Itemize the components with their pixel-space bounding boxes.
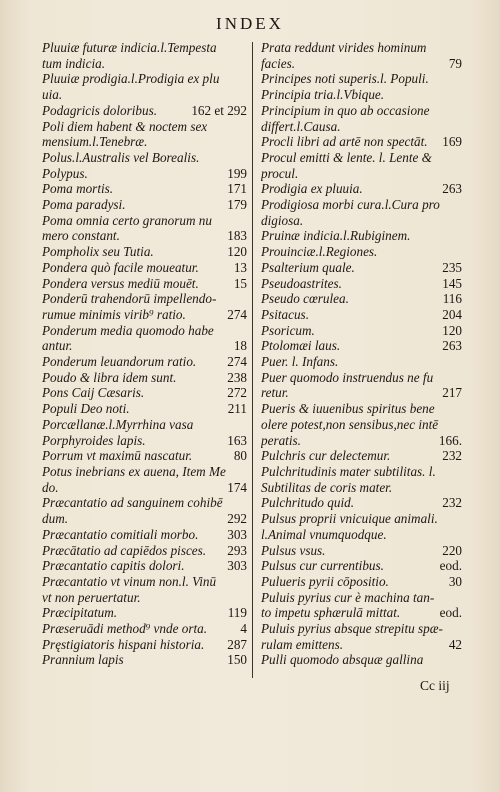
entry-text: Pompholix seu Tutia.	[42, 244, 154, 260]
right-column	[261, 40, 462, 668]
entry-page-ref	[458, 480, 462, 496]
entry-text: Poma paradysi.	[42, 197, 126, 213]
entry-last-line	[42, 87, 247, 103]
entry-page-ref	[458, 354, 462, 370]
entry-text: Potus inebrians ex auena, Item Me	[42, 463, 226, 479]
entry-text: Polypus.	[42, 165, 88, 181]
entry-text: Ponderum leuandorum ratio.	[42, 354, 197, 370]
entry-text: l.Animal vnumquodque.	[261, 526, 387, 542]
index-entry	[42, 558, 247, 574]
entry-text: olere potest,non sensibus,nec intē	[261, 416, 439, 432]
entry-text: peratis.	[261, 432, 301, 448]
entry-text: Pluuiæ prodigia.l.Prodigia ex plu	[42, 71, 220, 87]
index-entry	[261, 276, 462, 292]
entry-page-ref: 235	[442, 259, 462, 275]
entry-text: Prodigiosa morbi cura.l.Cura pro	[261, 197, 440, 213]
entry-text: Psitacus.	[261, 306, 309, 322]
index-entry	[261, 558, 462, 574]
entry-page-ref: 150	[227, 652, 247, 668]
entry-text: uia.	[42, 87, 63, 103]
index-entry	[42, 71, 247, 102]
entry-text: Pulsus cur currentibus.	[261, 558, 384, 574]
entry-page-ref: 120	[442, 322, 462, 338]
entry-text: Pulchritudinis mater subtilitas. l.	[261, 463, 436, 479]
entry-page-ref: 292	[227, 511, 247, 527]
entry-page-ref: 79	[448, 55, 462, 71]
entry-page-ref	[243, 150, 247, 166]
index-entry	[42, 370, 247, 386]
index-entry	[42, 652, 247, 668]
entry-text: Porcællanæ.l.Myrrhina vasa	[42, 416, 194, 432]
entry-page-ref: 174	[227, 479, 247, 495]
index-entry	[261, 354, 462, 370]
entry-page-ref: 303	[227, 558, 247, 574]
entry-text: Poma mortis.	[42, 181, 114, 197]
entry-page-ref: 287	[227, 636, 247, 652]
entry-page-ref: 263	[442, 181, 462, 197]
entry-page-ref: 272	[227, 385, 247, 401]
entry-text: Puer. l. Infans.	[261, 354, 339, 370]
index-entry	[261, 244, 462, 260]
entry-text: Pseudoastrites.	[261, 275, 342, 291]
index-entry	[42, 244, 247, 260]
entry-text: Principes noti superis.l. Populi.	[261, 71, 429, 87]
entry-text: Podagricis doloribus.	[42, 102, 158, 118]
index-entry	[42, 181, 247, 197]
index-entry	[261, 590, 462, 621]
index-entry	[261, 197, 462, 228]
entry-page-ref	[458, 244, 462, 260]
entry-text: Subtilitas de coris mater.	[261, 479, 393, 495]
index-entry	[42, 448, 247, 464]
entry-text: antur.	[42, 338, 73, 354]
entry-page-ref: eod.	[439, 605, 462, 621]
index-entry	[261, 401, 462, 448]
entry-page-ref: 171	[227, 181, 247, 197]
entry-text: Psalterium quale.	[261, 259, 355, 275]
entry-text: Pulli quomodo absquæ gallina	[261, 652, 424, 668]
entry-page-ref: 232	[442, 448, 462, 464]
entry-text: vt non peruertatur.	[42, 589, 141, 605]
index-entry	[261, 495, 462, 511]
index-entry	[261, 260, 462, 276]
index-entry	[261, 511, 462, 542]
entry-page-ref	[243, 590, 247, 606]
entry-page-ref: 238	[227, 369, 247, 385]
entry-text: rumue minimis virib⁹ ratio.	[42, 306, 186, 322]
entry-text: Poli diem habent & noctem sex	[42, 118, 208, 134]
entry-text: Pruinæ indicia.l.Rubiginem.	[261, 228, 411, 244]
entry-last-line	[261, 213, 462, 229]
entry-text: to impetu sphærulā mittat.	[261, 605, 401, 621]
entry-text: Ptolomæi laus.	[261, 338, 341, 354]
entry-last-line	[42, 134, 247, 150]
index-entry	[42, 621, 247, 637]
entry-page-ref	[458, 213, 462, 229]
entry-page-ref	[458, 527, 462, 543]
entry-text: Pondera versus mediū mouēt.	[42, 275, 199, 291]
index-entry	[42, 103, 247, 119]
entry-text: Poma omnia certo granorum nu	[42, 212, 212, 228]
entry-page-ref	[458, 652, 462, 668]
index-entry	[42, 433, 247, 449]
entry-last-line	[42, 590, 247, 606]
entry-text: Pluuiæ futuræ indicia.l.Tempesta	[42, 40, 217, 55]
entry-page-ref: 274	[227, 306, 247, 322]
entry-text: Ponderum media quomodo habe	[42, 322, 214, 338]
index-entry	[261, 150, 462, 181]
entry-text: Prodigia ex pluuia.	[261, 181, 363, 197]
index-entry	[42, 401, 247, 417]
index-entry	[261, 291, 462, 307]
index-entry	[261, 323, 462, 339]
index-entry	[42, 527, 247, 543]
entry-text: Psoricum.	[261, 322, 315, 338]
entry-text: mero constant.	[42, 228, 120, 244]
entry-page-ref	[458, 166, 462, 182]
index-entry	[42, 150, 247, 166]
entry-page-ref: 116	[442, 291, 462, 307]
entry-text: retur.	[261, 385, 289, 401]
entry-text: tum indicia.	[42, 55, 106, 71]
index-entry	[42, 260, 247, 276]
entry-page-ref: 263	[442, 338, 462, 354]
entry-page-ref	[243, 56, 247, 72]
index-entry	[261, 652, 462, 668]
entry-text: Pulchritudo quid.	[261, 495, 355, 511]
index-entry	[42, 323, 247, 354]
entry-page-ref: 303	[227, 526, 247, 542]
entry-page-ref: 30	[448, 573, 462, 589]
entry-text: Principia tria.l.Vbique.	[261, 87, 385, 103]
index-entry	[42, 574, 247, 605]
entry-text: dum.	[42, 511, 69, 527]
entry-last-line	[261, 527, 462, 543]
index-entry	[42, 40, 247, 71]
index-entry	[261, 448, 462, 464]
entry-last-line	[261, 56, 462, 72]
entry-page-ref: 13	[233, 259, 247, 275]
entry-text: digiosa.	[261, 212, 304, 228]
entry-last-line	[42, 338, 247, 354]
entry-text: Præcātatio ad capiēdos pisces.	[42, 542, 207, 558]
entry-text: Populi Deo noti.	[42, 401, 130, 417]
entry-page-ref: 183	[227, 228, 247, 244]
entry-last-line	[42, 480, 247, 496]
entry-text: Pulchris cur delectemur.	[261, 448, 391, 464]
entry-page-ref	[243, 87, 247, 103]
entry-page-ref: 179	[227, 197, 247, 213]
entry-text: Ponderū trahendorū impellendo-	[42, 291, 217, 307]
index-entry	[42, 385, 247, 401]
index-entry	[42, 119, 247, 150]
entry-last-line	[261, 637, 462, 653]
entry-text: Poudo & libra idem sunt.	[42, 369, 177, 385]
index-entry	[42, 213, 247, 244]
entry-page-ref: 120	[227, 244, 247, 260]
column-rule	[252, 42, 253, 678]
entry-last-line	[42, 511, 247, 527]
index-entry	[261, 307, 462, 323]
entry-text: Pons Caij Cæsaris.	[42, 385, 145, 401]
entry-text: Pseudo cœrulea.	[261, 291, 349, 307]
entry-text: differt.l.Causa.	[261, 118, 341, 134]
entry-page-ref: 145	[442, 275, 462, 291]
entry-text: Porphyroides lapis.	[42, 432, 146, 448]
entry-text: Præcantatio ad sanguinem cohibē	[42, 495, 223, 511]
index-entry	[261, 543, 462, 559]
index-entry	[261, 134, 462, 150]
entry-text: Pondera quò facile moueatur.	[42, 259, 199, 275]
entry-text: rulam emittens.	[261, 636, 344, 652]
index-entry	[42, 605, 247, 621]
left-column	[42, 40, 247, 668]
entry-text: Pręstigiatoris hispani historia.	[42, 636, 205, 652]
entry-last-line	[42, 228, 247, 244]
index-entry	[261, 40, 462, 71]
index-entry	[261, 87, 462, 103]
entry-page-ref	[458, 87, 462, 103]
index-entry	[261, 464, 462, 495]
entry-page-ref: 162 et 292	[191, 102, 247, 118]
index-entry	[261, 370, 462, 401]
index-entry	[261, 621, 462, 652]
entry-page-ref: 42	[448, 636, 462, 652]
entry-page-ref: 163	[227, 432, 247, 448]
entry-text: Pulueris pyrii cōpositio.	[261, 573, 389, 589]
entry-last-line	[261, 385, 462, 401]
entry-text: Præcipitatum.	[42, 605, 118, 621]
index-entry	[261, 228, 462, 244]
entry-page-ref: 293	[227, 542, 247, 558]
entry-page-ref	[243, 134, 247, 150]
entry-text: do.	[42, 479, 59, 495]
entry-page-ref: 204	[442, 306, 462, 322]
entry-page-ref: 119	[227, 605, 247, 621]
entry-page-ref	[243, 417, 247, 433]
entry-last-line	[261, 605, 462, 621]
entry-page-ref: 15	[233, 275, 247, 291]
entry-text: Puluis pyrius cur è machina tan-	[261, 589, 435, 605]
index-entry	[42, 166, 247, 182]
entry-last-line	[261, 480, 462, 496]
entry-text: mensium.l.Tenebræ.	[42, 134, 148, 150]
index-entry	[42, 197, 247, 213]
index-entry	[261, 103, 462, 134]
index-entry	[42, 543, 247, 559]
entry-text: Pueris & iuuenibus spiritus bene	[261, 401, 435, 417]
index-entry	[261, 338, 462, 354]
entry-text: Pulsus vsus.	[261, 542, 326, 558]
entry-text: Porrum vt maximū nascatur.	[42, 448, 193, 464]
entry-text: procul.	[261, 165, 299, 181]
entry-text: Procul emitti & lente. l. Lente &	[261, 149, 432, 165]
entry-text: Prouinciæ.l.Regiones.	[261, 244, 378, 260]
entry-page-ref: 211	[227, 401, 247, 417]
entry-page-ref: 169	[442, 134, 462, 150]
entry-page-ref: 80	[233, 448, 247, 464]
index-entry	[42, 495, 247, 526]
entry-page-ref: 166.	[438, 432, 462, 448]
entry-last-line	[261, 433, 462, 449]
entry-page-ref: 220	[442, 542, 462, 558]
index-entry	[42, 417, 247, 433]
index-entry	[42, 276, 247, 292]
entry-last-line	[42, 56, 247, 72]
entry-text: Polus.l.Australis vel Borealis.	[42, 149, 200, 165]
entry-page-ref: 217	[442, 385, 462, 401]
entry-text: Præcantatio comitiali morbo.	[42, 526, 199, 542]
entry-text: Pulsus proprii vnicuique animali.	[261, 511, 438, 527]
entry-page-ref	[458, 119, 462, 135]
entry-text: Prata reddunt virides hominum	[261, 40, 427, 55]
index-entry	[261, 71, 462, 87]
entry-page-ref	[458, 228, 462, 244]
entry-text: Principium in quo ab occasione	[261, 102, 430, 118]
page-header: INDEX	[216, 14, 284, 33]
entry-text: Puer quomodo instruendus ne fu	[261, 369, 434, 385]
entry-last-line	[42, 307, 247, 323]
entry-text: Procli libri ad artē non spectāt.	[261, 134, 428, 150]
entry-page-ref: 4	[240, 621, 247, 637]
entry-text: facies.	[261, 55, 296, 71]
entry-last-line	[261, 119, 462, 135]
entry-page-ref	[458, 71, 462, 87]
index-entry	[42, 464, 247, 495]
entry-page-ref: 232	[442, 495, 462, 511]
index-entry	[261, 574, 462, 590]
entry-text: Prannium lapis	[42, 652, 124, 668]
entry-last-line	[261, 166, 462, 182]
entry-page-ref: 274	[227, 354, 247, 370]
entry-text: Præcantatio capitis dolori.	[42, 558, 185, 574]
entry-text: Præseruādi method⁹ vnde orta.	[42, 621, 208, 637]
entry-page-ref: 18	[233, 338, 247, 354]
entry-text: Præcantatio vt vinum non.l. Vinū	[42, 573, 217, 589]
entry-text: Puluis pyrius absque strepitu spæ-	[261, 621, 443, 637]
index-entry	[261, 181, 462, 197]
entry-page-ref: eod.	[439, 558, 462, 574]
index-entry	[42, 637, 247, 653]
index-entry	[42, 291, 247, 322]
signature-mark: Cc iij	[420, 678, 450, 693]
entry-page-ref: 199	[227, 165, 247, 181]
index-entry	[42, 354, 247, 370]
